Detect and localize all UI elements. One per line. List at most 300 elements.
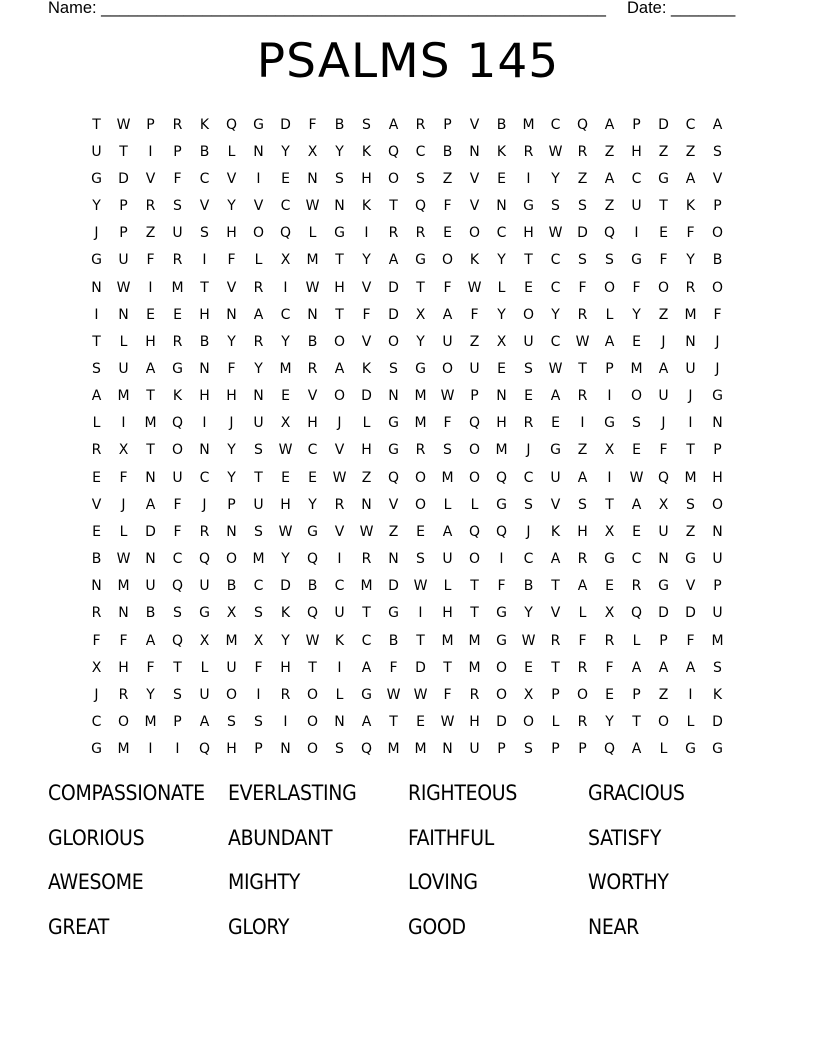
grid-letter: F <box>632 279 641 296</box>
grid-letter: U <box>253 415 264 432</box>
grid-letter: F <box>686 225 695 242</box>
grid-letter: Z <box>145 225 156 242</box>
grid-letter: I <box>94 306 99 323</box>
grid-letter: D <box>415 659 426 676</box>
grid-letter: N <box>307 306 318 323</box>
grid-letter: U <box>712 605 723 622</box>
grid-letter: V <box>469 198 480 215</box>
grid-letter: R <box>469 686 480 703</box>
grid-letter: U <box>658 388 669 405</box>
grid-letter: R <box>280 686 291 703</box>
grid-letter: U <box>118 360 129 377</box>
grid-letter: V <box>469 116 480 133</box>
grid-letter: X <box>415 306 426 323</box>
grid-letter: H <box>199 306 210 323</box>
grid-letter: Q <box>306 605 319 622</box>
grid-letter: R <box>631 578 642 595</box>
grid-letter: Q <box>306 551 319 568</box>
grid-letter: Y <box>335 143 344 160</box>
grid-letter: G <box>199 605 210 622</box>
grid-letter: T <box>551 578 560 595</box>
grid-letter: R <box>550 632 561 649</box>
grid-letter: R <box>415 225 426 242</box>
grid-letter: F <box>173 496 182 513</box>
grid-letter: G <box>685 551 696 568</box>
grid-letter: A <box>658 360 669 377</box>
grid-letter: J <box>94 686 99 703</box>
grid-letter: H <box>442 605 453 622</box>
grid-letter: S <box>524 360 533 377</box>
grid-letter: D <box>685 605 696 622</box>
grid-letter: R <box>685 279 696 296</box>
grid-letter: J <box>121 496 126 513</box>
grid-letter: D <box>712 714 723 731</box>
grid-letter: G <box>523 198 534 215</box>
grid-letter: C <box>523 469 534 486</box>
grid-letter: L <box>470 496 479 513</box>
grid-letter: G <box>658 578 669 595</box>
grid-letter: N <box>712 523 723 540</box>
grid-letter: W <box>278 523 293 540</box>
grid-letter: Y <box>362 252 371 269</box>
grid-letter: I <box>256 686 261 703</box>
grid-letter: R <box>604 632 615 649</box>
grid-letter: F <box>173 523 182 540</box>
grid-letter: N <box>388 388 399 405</box>
word-list-item: MIGHTY <box>228 870 300 895</box>
grid-letter: T <box>416 279 425 296</box>
grid-letter: Z <box>469 333 480 350</box>
grid-letter: M <box>414 741 427 758</box>
grid-letter: O <box>441 360 454 377</box>
grid-letter: O <box>441 252 454 269</box>
grid-letter: R <box>577 306 588 323</box>
grid-letter: U <box>172 469 183 486</box>
grid-letter: I <box>607 388 612 405</box>
grid-letter: E <box>632 333 641 350</box>
grid-letter: D <box>658 116 669 133</box>
grid-letter: O <box>468 551 481 568</box>
grid-letter: B <box>334 116 345 133</box>
grid-letter: A <box>199 714 210 731</box>
grid-letter: U <box>91 143 102 160</box>
grid-letter: B <box>307 333 318 350</box>
grid-letter: O <box>495 659 508 676</box>
grid-letter: M <box>414 388 427 405</box>
grid-letter: U <box>334 605 345 622</box>
grid-letter: T <box>335 306 344 323</box>
grid-letter: I <box>688 686 693 703</box>
grid-letter: W <box>116 279 131 296</box>
grid-letter: M <box>117 578 130 595</box>
grid-letter: O <box>711 496 724 513</box>
grid-letter: O <box>306 714 319 731</box>
grid-letter: T <box>605 496 614 513</box>
grid-letter: M <box>684 306 697 323</box>
grid-letter: O <box>468 225 481 242</box>
grid-letter: F <box>146 659 155 676</box>
grid-letter: H <box>334 279 345 296</box>
grid-letter: I <box>364 225 369 242</box>
grid-letter: W <box>305 198 320 215</box>
grid-letter: D <box>280 116 291 133</box>
grid-letter: R <box>577 659 588 676</box>
grid-letter: G <box>388 415 399 432</box>
grid-letter: W <box>548 225 563 242</box>
grid-letter: E <box>92 469 101 486</box>
grid-letter: C <box>496 225 507 242</box>
grid-letter: T <box>578 360 587 377</box>
grid-letter: F <box>389 659 398 676</box>
grid-letter: R <box>91 605 102 622</box>
grid-letter: P <box>659 632 668 649</box>
grid-letter: R <box>118 686 129 703</box>
grid-letter: O <box>522 714 535 731</box>
grid-letter: M <box>279 360 292 377</box>
grid-letter: P <box>470 388 479 405</box>
grid-letter: R <box>253 279 264 296</box>
grid-letter: C <box>334 578 345 595</box>
grid-letter: S <box>254 714 263 731</box>
grid-letter: G <box>496 605 507 622</box>
grid-letter: Y <box>551 170 560 187</box>
grid-letter: G <box>712 741 723 758</box>
grid-letter: O <box>414 469 427 486</box>
grid-letter: J <box>337 415 342 432</box>
grid-letter: K <box>280 605 291 622</box>
grid-letter: T <box>308 659 317 676</box>
grid-letter: E <box>146 306 155 323</box>
grid-letter: E <box>281 170 290 187</box>
grid-letter: D <box>280 578 291 595</box>
grid-letter: X <box>118 442 129 459</box>
grid-letter: R <box>523 143 534 160</box>
grid-letter: R <box>577 143 588 160</box>
word-list-item: GLORIOUS <box>48 825 145 850</box>
grid-letter: Q <box>468 523 481 540</box>
grid-letter: A <box>685 659 696 676</box>
grid-letter: G <box>253 116 264 133</box>
grid-letter: N <box>469 143 480 160</box>
grid-letter: M <box>495 442 508 459</box>
grid-letter: U <box>199 686 210 703</box>
grid-letter: C <box>550 333 561 350</box>
grid-letter: C <box>199 469 210 486</box>
grid-letter: H <box>280 659 291 676</box>
grid-letter: T <box>551 659 560 676</box>
grid-letter: A <box>658 659 669 676</box>
grid-letter: S <box>416 170 425 187</box>
grid-letter: W <box>413 578 428 595</box>
grid-letter: E <box>416 523 425 540</box>
grid-letter: D <box>388 306 399 323</box>
grid-letter: L <box>119 523 128 540</box>
grid-letter: S <box>416 551 425 568</box>
grid-letter: F <box>605 659 614 676</box>
grid-letter: O <box>414 496 427 513</box>
grid-letter: A <box>550 551 561 568</box>
grid-letter: P <box>713 442 722 459</box>
grid-letter: Y <box>497 252 506 269</box>
grid-letter: Z <box>361 469 372 486</box>
grid-letter: L <box>308 225 317 242</box>
grid-letter: T <box>254 469 263 486</box>
grid-letter: W <box>413 686 428 703</box>
grid-letter: L <box>227 143 236 160</box>
grid-letter: I <box>256 170 261 187</box>
grid-letter: O <box>225 686 238 703</box>
grid-letter: I <box>337 551 342 568</box>
grid-letter: E <box>524 388 533 405</box>
grid-letter: F <box>119 632 128 649</box>
grid-letter: T <box>362 605 371 622</box>
word-list-item: NEAR <box>588 914 639 939</box>
grid-letter: N <box>253 143 264 160</box>
grid-letter: X <box>604 442 615 459</box>
header <box>48 0 748 20</box>
grid-letter: P <box>713 578 722 595</box>
grid-letter: W <box>440 388 455 405</box>
grid-letter: K <box>199 116 210 133</box>
grid-letter: J <box>688 388 693 405</box>
grid-letter: Q <box>198 551 211 568</box>
grid-letter: S <box>713 143 722 160</box>
grid-letter: H <box>361 442 372 459</box>
grid-letter: P <box>254 741 263 758</box>
grid-letter: R <box>172 333 183 350</box>
grid-letter: T <box>173 659 182 676</box>
grid-letter: C <box>685 116 696 133</box>
grid-letter: G <box>604 415 615 432</box>
grid-letter: F <box>443 198 452 215</box>
grid-letter: S <box>173 605 182 622</box>
grid-letter: G <box>334 225 345 242</box>
grid-letter: T <box>146 442 155 459</box>
grid-letter: P <box>605 360 614 377</box>
grid-letter: V <box>253 198 264 215</box>
grid-letter: S <box>551 198 560 215</box>
grid-letter: A <box>388 116 399 133</box>
grid-letter: H <box>226 741 237 758</box>
grid-letter: O <box>468 469 481 486</box>
grid-letter: F <box>173 170 182 187</box>
grid-letter: K <box>361 143 372 160</box>
grid-letter: D <box>388 578 399 595</box>
grid-letter: L <box>119 333 128 350</box>
grid-letter: A <box>577 469 588 486</box>
grid-letter: U <box>442 551 453 568</box>
grid-letter: G <box>361 686 372 703</box>
grid-letter: V <box>469 170 480 187</box>
grid-letter: S <box>578 252 587 269</box>
grid-letter: K <box>550 523 561 540</box>
page-title: PSALMS 145 <box>256 34 560 89</box>
grid-letter: E <box>659 225 668 242</box>
grid-letter: V <box>334 442 345 459</box>
grid-letter: I <box>148 143 153 160</box>
grid-letter: G <box>91 252 102 269</box>
grid-letter: A <box>388 252 399 269</box>
grid-letter: G <box>307 523 318 540</box>
grid-letter: M <box>414 415 427 432</box>
grid-letter: O <box>171 442 184 459</box>
grid-letter: O <box>711 225 724 242</box>
grid-letter: Y <box>92 198 101 215</box>
grid-letter: O <box>306 686 319 703</box>
grid-letter: J <box>202 496 207 513</box>
grid-letter: O <box>657 279 670 296</box>
grid-letter: O <box>657 714 670 731</box>
grid-letter: E <box>497 170 506 187</box>
grid-letter: N <box>712 415 723 432</box>
grid-letter: V <box>226 170 237 187</box>
grid-letter: M <box>468 632 481 649</box>
grid-letter: I <box>337 659 342 676</box>
word-list-item: WORTHY <box>588 870 669 895</box>
word-list-item: GOOD <box>408 914 466 939</box>
grid-letter: O <box>630 388 643 405</box>
grid-letter: U <box>658 523 669 540</box>
grid-letter: O <box>225 551 238 568</box>
grid-letter: O <box>333 388 346 405</box>
grid-letter: B <box>226 578 237 595</box>
grid-letter: F <box>308 116 317 133</box>
grid-letter: O <box>711 279 724 296</box>
grid-letter: H <box>631 143 642 160</box>
grid-letter: N <box>388 551 399 568</box>
grid-letter: V <box>361 333 372 350</box>
grid-letter: H <box>226 225 237 242</box>
grid-letter: S <box>200 225 209 242</box>
grid-letter: D <box>496 714 507 731</box>
grid-letter: I <box>688 415 693 432</box>
grid-letter: G <box>658 170 669 187</box>
grid-letter: N <box>199 442 210 459</box>
grid-letter: T <box>389 198 398 215</box>
grid-letter: T <box>470 605 479 622</box>
grid-letter: Q <box>495 523 508 540</box>
grid-letter: V <box>91 496 102 513</box>
grid-letter: E <box>281 388 290 405</box>
grid-letter: K <box>361 360 372 377</box>
grid-letter: F <box>578 279 587 296</box>
grid-letter: W <box>332 469 347 486</box>
grid-letter: I <box>580 415 585 432</box>
grid-letter: D <box>145 523 156 540</box>
grid-letter: P <box>632 686 641 703</box>
grid-letter: W <box>629 469 644 486</box>
word-list-item: COMPASSIONATE <box>48 781 205 805</box>
grid-letter: I <box>202 415 207 432</box>
grid-letter: H <box>469 714 480 731</box>
grid-letter: A <box>442 306 453 323</box>
grid-letter: Z <box>658 306 669 323</box>
grid-letter: N <box>226 306 237 323</box>
word-list-item: AWESOME <box>48 870 144 895</box>
grid-letter: N <box>145 551 156 568</box>
grid-letter: H <box>226 388 237 405</box>
grid-letter: T <box>92 333 101 350</box>
grid-letter: G <box>685 741 696 758</box>
grid-letter: Z <box>577 442 588 459</box>
grid-letter: S <box>254 605 263 622</box>
grid-letter: M <box>360 578 373 595</box>
grid-letter: L <box>497 279 506 296</box>
grid-letter: B <box>388 632 399 649</box>
grid-letter: J <box>715 333 720 350</box>
grid-letter: E <box>443 225 452 242</box>
grid-letter: J <box>661 333 666 350</box>
grid-letter: U <box>469 741 480 758</box>
grid-letter: U <box>118 252 129 269</box>
grid-letter: I <box>175 741 180 758</box>
grid-letter: A <box>253 306 264 323</box>
grid-letter: W <box>116 116 131 133</box>
grid-letter: T <box>92 116 101 133</box>
grid-letter: P <box>497 741 506 758</box>
grid-letter: A <box>145 360 156 377</box>
grid-letter: H <box>361 170 372 187</box>
grid-letter: M <box>225 632 238 649</box>
grid-letter: B <box>199 143 210 160</box>
grid-letter: X <box>280 415 291 432</box>
grid-letter: N <box>253 388 264 405</box>
grid-letter: F <box>659 442 668 459</box>
grid-letter: I <box>418 605 423 622</box>
grid-letter: G <box>388 605 399 622</box>
grid-letter: Q <box>360 741 373 758</box>
grid-letter: R <box>307 360 318 377</box>
grid-letter: A <box>361 659 372 676</box>
grid-letter: Y <box>686 252 695 269</box>
grid-letter: O <box>306 741 319 758</box>
grid-letter: A <box>685 170 696 187</box>
grid-letter: F <box>470 306 479 323</box>
grid-letter: T <box>443 659 452 676</box>
grid-letter: S <box>443 442 452 459</box>
grid-letter: M <box>144 415 157 432</box>
grid-letter: W <box>440 714 455 731</box>
grid-letter: Q <box>414 198 427 215</box>
grid-letter: Z <box>388 523 399 540</box>
grid-letter: U <box>523 333 534 350</box>
word-list-item: FAITHFUL <box>408 825 494 850</box>
grid-letter: Q <box>171 632 184 649</box>
grid-letter: E <box>524 279 533 296</box>
grid-letter: P <box>146 116 155 133</box>
grid-letter: R <box>388 225 399 242</box>
grid-letter: I <box>148 279 153 296</box>
grid-letter: J <box>526 523 531 540</box>
grid-letter: N <box>118 306 129 323</box>
grid-letter: O <box>522 306 535 323</box>
grid-letter: B <box>712 252 723 269</box>
grid-letter: F <box>713 306 722 323</box>
grid-letter: V <box>199 198 210 215</box>
grid-letter: L <box>200 659 209 676</box>
grid-letter: A <box>604 170 615 187</box>
grid-letter: Y <box>605 714 614 731</box>
grid-letter: C <box>550 279 561 296</box>
grid-letter: L <box>659 741 668 758</box>
grid-letter: K <box>361 198 372 215</box>
grid-letter: M <box>117 388 130 405</box>
grid-letter: N <box>280 741 291 758</box>
grid-letter: A <box>631 659 642 676</box>
grid-letter: N <box>91 578 102 595</box>
grid-letter: O <box>333 333 346 350</box>
grid-letter: K <box>172 388 183 405</box>
